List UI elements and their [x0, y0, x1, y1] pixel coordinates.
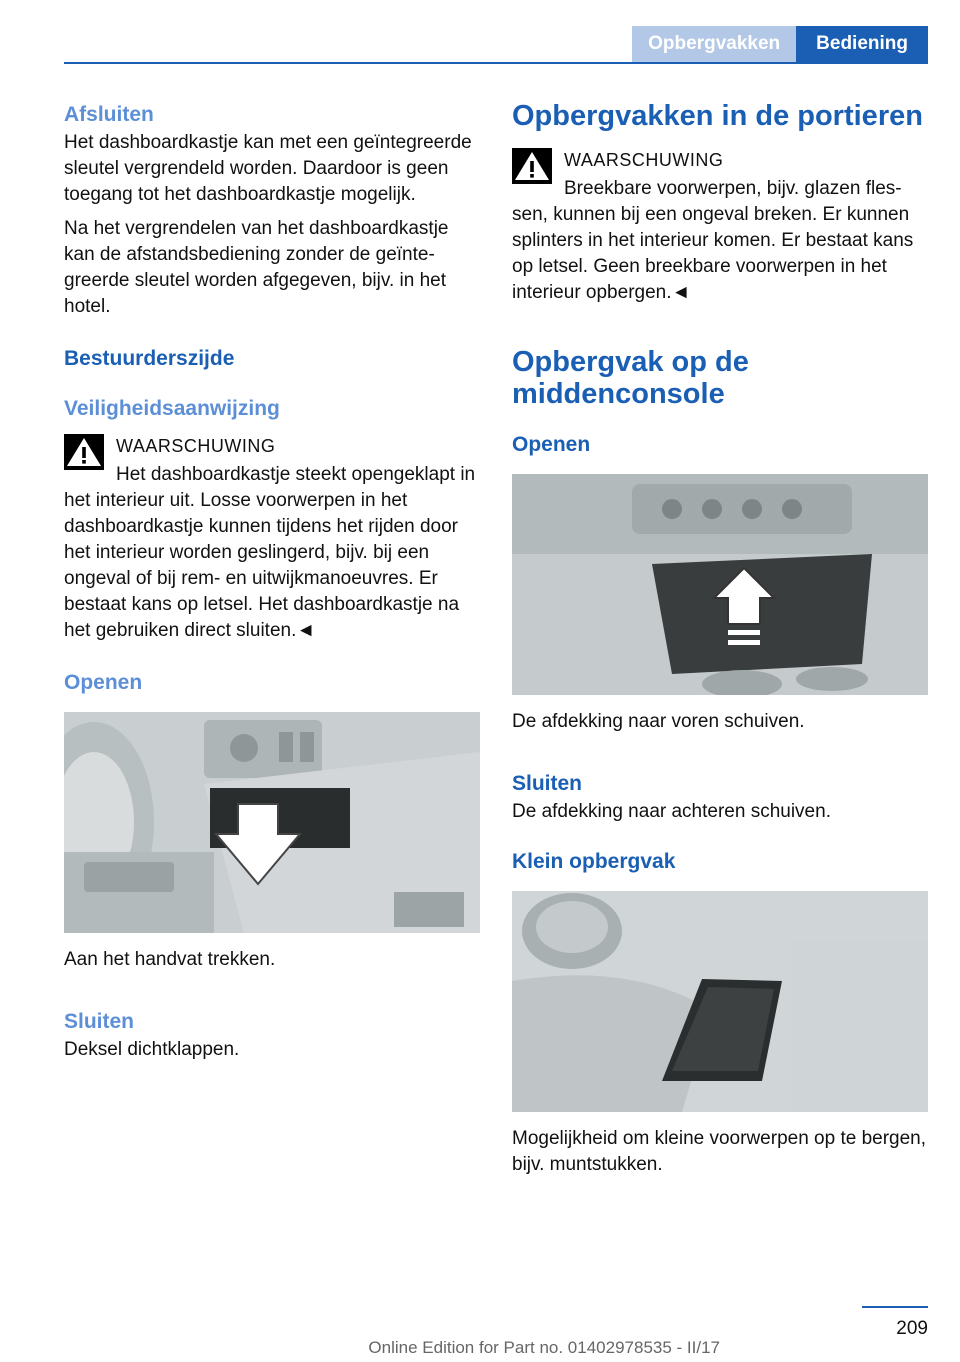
openen-caption-right: De afdekking naar voren schuiven. — [512, 711, 805, 732]
sluiten-heading: Sluiten — [64, 1010, 135, 1033]
page-number: 209 — [896, 1318, 928, 1339]
warning-label: WAARSCHUWING — [116, 436, 276, 456]
sluiten-text: Deksel dichtklappen. — [64, 1039, 240, 1060]
afsluiten-heading: Afsluiten — [64, 103, 154, 126]
left-column — [64, 100, 480, 1063]
header-rule — [64, 62, 928, 64]
warning-box-right — [512, 148, 928, 306]
warning-text: Breekbare voorwerpen, bijv. glazen flessen, kunnen bij een ongeval breken. Er kunnen splinters in het interieur komen. Er bestaat kans op letsel. Geen breekbare voorwerpen in het interieur opbergen.◄ — [512, 178, 914, 303]
small-compartment-illustration — [512, 891, 928, 1112]
right-column — [512, 100, 928, 1178]
running-header — [632, 26, 928, 62]
openen-heading: Openen — [64, 671, 143, 694]
afsluiten-paragraph-1: Het dashboardkastje kan met een geïntegreerde sleutel vergrendeld worden. Daardoor is geen toegang tot het dashboardkastje mogelijk. — [64, 132, 472, 205]
center-console-illustration — [512, 474, 928, 695]
warning-label: WAARSCHUWING — [564, 150, 724, 170]
warning-text: Het dashboardkastje steekt opengeklapt in het interieur uit. Losse voorwerpen in het dashboardkastje kunnen tijdens het rijden door het interieur worden geslingerd, bijv. bij een ongeval of bij rem- en uitwijkmanoeuvres. Er bestaat kans op letsel. Het dashboardkastje na het gebruiken direct sluiten.◄ — [64, 464, 476, 641]
header-section: Opbergvakken — [632, 26, 796, 62]
footer-rule — [862, 1306, 928, 1308]
sluiten-text-right: De afdekking naar achteren schuiven. — [512, 801, 831, 822]
edition-note: Online Edition for Part no. 01402978535 - II/17 — [368, 1338, 720, 1357]
afsluiten-paragraph-2: Na het vergrendelen van het dashboardkastje kan de afstandsbediening zonder de geïntegreerde sleutel worden afgegeven, bijv. in het hotel. — [64, 218, 449, 317]
sluiten-heading-right: Sluiten — [512, 772, 583, 795]
warning-box — [64, 434, 480, 644]
klein-opbergvak-heading: Klein opbergvak — [512, 850, 676, 873]
openen-caption: Aan het handvat trekken. — [64, 949, 276, 970]
glovebox-illustration — [64, 712, 480, 933]
middenconsole-heading: Opbergvak op de middenconsole — [512, 346, 749, 410]
klein-caption: Mogelijkheid om kleine voorwerpen op te bergen, bijv. muntstukken. — [512, 1128, 927, 1175]
header-chapter: Bediening — [796, 26, 928, 62]
warning-triangle-icon — [64, 434, 104, 470]
warning-triangle-icon — [512, 148, 552, 184]
portieren-heading: Opbergvakken in de portieren — [512, 100, 923, 132]
veiligheid-heading: Veiligheidsaanwijzing — [64, 397, 280, 420]
openen-heading-right: Openen — [512, 433, 591, 456]
bestuurderszijde-heading: Bestuurderszijde — [64, 347, 235, 370]
